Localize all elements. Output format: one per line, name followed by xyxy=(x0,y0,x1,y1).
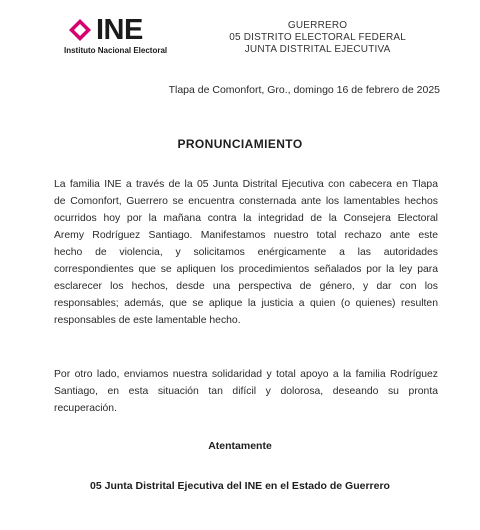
paragraph-2 xyxy=(54,366,438,417)
district-header xyxy=(229,20,406,56)
district-line: 05 DISTRITO ELECTORAL FEDERAL xyxy=(229,32,406,43)
paragraph-line: correspondientes que se apliquen los procedimientos señalados por la ley para xyxy=(54,264,438,275)
paragraph-line: de Comonfort, Guerrero se encuentra consternada ante los lamentables hechos xyxy=(54,196,438,207)
district-line: JUNTA DISTRITAL EJECUTIVA xyxy=(244,44,391,55)
place-and-date: Tlapa de Comonfort, Gro., domingo 16 de febrero de 2025 xyxy=(168,84,440,96)
ine-logo-mark-icon xyxy=(68,18,92,42)
document-title: PRONUNCIAMIENTO xyxy=(177,137,303,151)
paragraph-line: responsables; además, que se aplique la justicia a quien (o quienes) resulten xyxy=(54,298,438,309)
logo-text: INE xyxy=(96,14,143,46)
signature-line: 05 Junta Distrital Ejecutiva del INE en el Estado de Guerrero xyxy=(90,480,390,492)
paragraph-line: recuperación. xyxy=(54,403,117,414)
paragraph-line: esclarecer los hechos, desde una perspectiva de género, y dar con los xyxy=(54,281,438,292)
paragraph-line: Santiago, en esta situación tan difícil y dolorosa, deseando su pronta xyxy=(54,386,438,397)
closing-salutation: Atentamente xyxy=(208,440,272,452)
paragraph-line: La familia INE a través de la 05 Junta Distrital Ejecutiva con cabecera en Tlapa xyxy=(54,179,438,190)
paragraph-line: responsables de este lamentable hecho. xyxy=(54,315,241,326)
ine-logo xyxy=(64,14,214,58)
paragraph-line: Aremy Rodríguez Santiago. Manifestamos nuestro total rechazo ante este xyxy=(54,230,438,241)
paragraph-1 xyxy=(54,176,438,329)
paragraph-line: hecho de violencia, y solicitamos enérgicamente a las autoridades xyxy=(54,247,438,258)
paragraph-line: ocurridos hoy por la mañana contra la integridad de la Consejera Electoral xyxy=(54,213,438,224)
logo-subtitle: Instituto Nacional Electoral xyxy=(64,46,168,55)
district-line: GUERRERO xyxy=(287,20,348,31)
paragraph-line: Por otro lado, enviamos nuestra solidaridad y total apoyo a la familia Rodríguez xyxy=(54,369,438,380)
